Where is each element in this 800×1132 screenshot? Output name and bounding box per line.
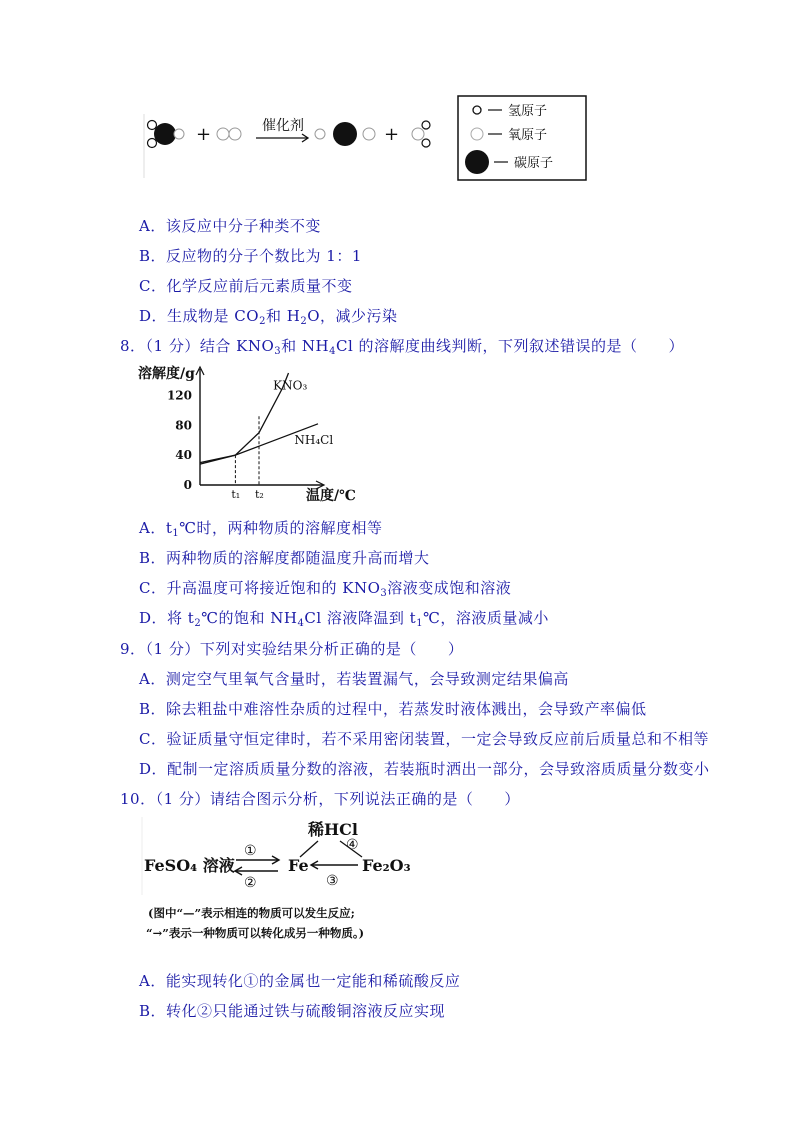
q8-option-b: B．两种物质的溶解度都随温度升高而增大 (139, 549, 430, 567)
hcl-label: 稀HCl (308, 820, 358, 839)
y-tick-label: 0 (183, 478, 192, 492)
q10-stem: 10．（1 分）请结合图示分析，下列说法正确的是（ ） (120, 790, 520, 808)
q9-option-c: C．验证质量守恒定律时，若不采用密闭装置，一定会导致反应前后质量总和不相等 (139, 730, 709, 748)
x-tick-t2: t₂ (255, 488, 264, 501)
y-tick-label: 120 (166, 388, 192, 403)
q9-option-d: D．配制一定溶质质量分数的溶液，若装瓶时洒出一部分，会导致溶质质量分数变小 (139, 760, 710, 778)
legend-carbon: 碳原子 (514, 156, 554, 171)
reaction-figure (138, 90, 598, 185)
feso4-label: FeSO₄ 溶液 (144, 856, 235, 875)
y-tick-label: 80 (175, 418, 192, 433)
catalyst-label: 催化剂 (262, 118, 304, 134)
q9-option-b: B．除去粗盐中难溶性杂质的过程中，若蒸发时液体溅出，会导致产率偏低 (139, 700, 647, 718)
q8-option-a: A．$t_1℃$时，两种物质的溶解度相等 (139, 519, 383, 539)
product-molecule-1 (315, 122, 375, 146)
q8-option-c: C．升高温度可将接近饱和的 $KNO_3$溶液变成饱和溶液 (139, 579, 512, 599)
reaction-diagram (138, 90, 598, 185)
iron-conversion-figure (140, 815, 440, 945)
circle-4-label: ④ (346, 837, 359, 853)
q7-option-a: A．该反应中分子种类不变 (139, 217, 321, 235)
solubility-chart (138, 360, 378, 510)
q10-option-b: B．转化②只能通过铁与硫酸铜溶液反应实现 (139, 1002, 446, 1020)
circle-1-label: ① (244, 843, 257, 859)
y-tick-label: 40 (175, 448, 192, 463)
legend-oxygen: 氧原子 (508, 128, 548, 143)
figure-note-2: “→”表示一种物质可以转化成另一种物质。) (146, 926, 365, 940)
fe-label: Fe (288, 856, 309, 875)
chart-ylabel: 溶解度/g (138, 366, 195, 382)
circle-3-label: ③ (326, 873, 339, 889)
q7-option-b: B．反应物的分子个数比为 1：1 (139, 247, 362, 265)
x-tick-t1: t₁ (231, 488, 241, 501)
series-label-nh4cl: NH₄Cl (294, 432, 334, 447)
atom-legend (458, 96, 586, 180)
plus-sign-1: + (196, 124, 212, 145)
legend-hydrogen: 氢原子 (508, 104, 548, 119)
series-label-kno3: KNO₃ (273, 378, 308, 393)
solubility-chart-svg (138, 360, 378, 510)
q7-option-d: D．生成物是 $CO_2$和 $H_2O$，减少污染 (139, 307, 398, 327)
figure-note-1: (图中“—”表示相连的物质可以发生反应; (148, 906, 355, 920)
fe2o3-label: Fe₂O₃ (362, 856, 411, 875)
q9-stem: 9．（1 分）下列对实验结果分析正确的是（ ） (120, 640, 464, 658)
q7-option-c: C．化学反应前后元素质量不变 (139, 277, 353, 295)
product-molecule-2 (412, 121, 430, 147)
chart-xlabel: 温度/℃ (306, 488, 356, 504)
reactant-molecule-2 (217, 128, 241, 140)
q9-option-a: A．测定空气里氧气含量时，若装置漏气，会导致测定结果偏高 (139, 670, 569, 688)
reactant-molecule-1 (148, 121, 185, 148)
circle-2-label: ② (244, 875, 257, 891)
q10-option-a: A．能实现转化①的金属也一定能和稀硫酸反应 (139, 972, 461, 990)
iron-conversion-svg (140, 815, 440, 945)
q8-stem: 8．（1 分）结合 $KNO_3$和 $NH_4Cl$ 的溶解度曲线判断，下列叙述错误的是（ ） (120, 337, 685, 357)
plus-sign-2: + (384, 124, 400, 145)
q8-option-d: D．将 $t_2℃$的饱和 $NH_4Cl$ 溶液降温到 $t_1℃$，溶液质量减小 (139, 609, 549, 629)
